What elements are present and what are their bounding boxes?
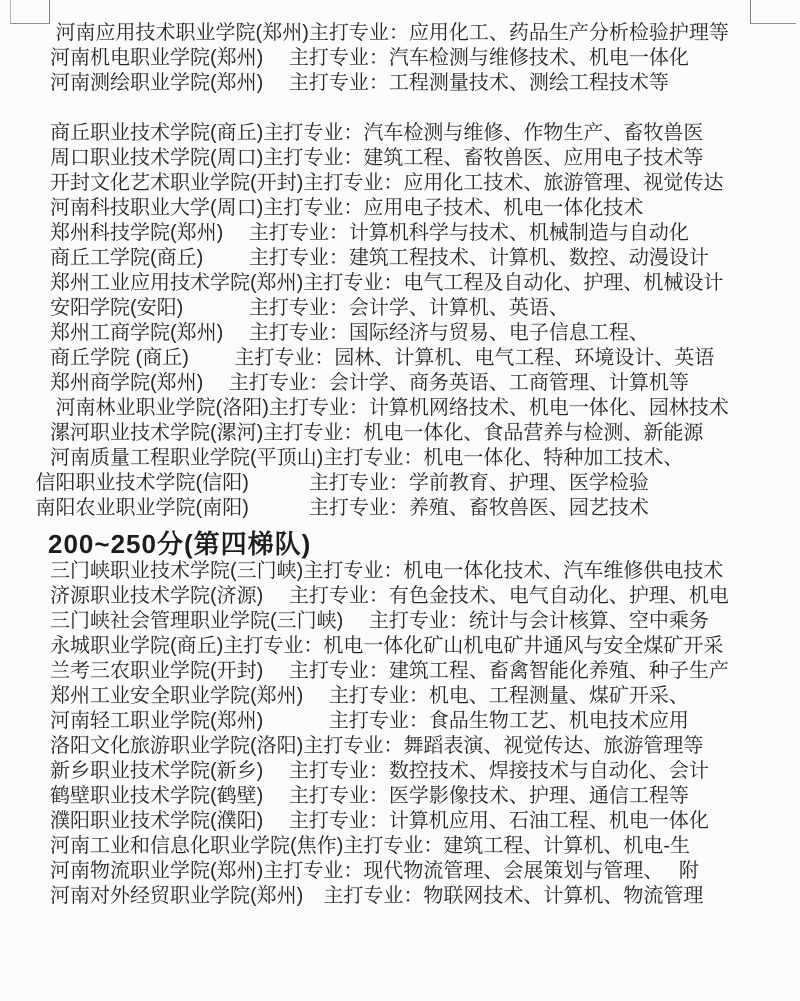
list-item: 漯河职业技术学院(漯河)主打专业：机电一体化、食品营养与检测、新能源 — [30, 422, 704, 444]
list-item: 兰考三农职业学院(开封) 主打专业：建筑工程、畜禽智能化养殖、种子生产 — [30, 660, 729, 682]
list-item: 永城职业学院(商丘)主打专业：机电一体化矿山机电矿井通风与安全煤矿开采 — [30, 635, 724, 657]
list-item: 濮阳职业技术学院(濮阳) 主打专业：计算机应用、石油工程、机电一体化 — [30, 810, 709, 832]
list-item: 周口职业技术学院(周口)主打专业：建筑工程、畜牧兽医、应用电子技术等 — [30, 147, 704, 169]
list-item: 河南科技职业大学(周口)主打专业：应用电子技术、机电一体化技术 — [30, 197, 644, 219]
list-item: 洛阳文化旅游职业学院(洛阳)主打专业：舞蹈表演、视觉传达、旅游管理等 — [30, 735, 704, 757]
list-item: 济源职业技术学院(济源) 主打专业：有色金技术、电气自动化、护理、机电 — [30, 585, 729, 607]
list-item: 郑州工业安全职业学院(郑州) 主打专业：机电、工程测量、煤矿开采、 — [30, 685, 689, 707]
list-item: 郑州工业应用技术学院(郑州)主打专业：电气工程及自动化、护理、机械设计 — [30, 272, 724, 294]
list-item: 信阳职业技术学院(信阳) 主打专业：学前教育、护理、医学检验 — [30, 472, 649, 494]
tier4-section — [30, 559, 800, 909]
list-item: 新乡职业技术学院(新乡) 主打专业：数控技术、焊接技术与自动化、会计 — [30, 760, 709, 782]
tier3-section — [30, 21, 800, 521]
list-item: 河南质量工程职业学院(平顶山)主打专业：机电一体化、特种加工技术、 — [30, 447, 684, 469]
list-item: 河南机电职业学院(郑州) 主打专业：汽车检测与维修技术、机电一体化 — [30, 47, 689, 69]
list-item: 郑州商学院(郑州) 主打专业：会计学、商务英语、工商管理、计算机等 — [30, 372, 689, 394]
tier4-heading: 200~250分(第四梯队) — [48, 529, 312, 559]
list-item: 河南林业职业学院(洛阳)主打专业：计算机网络技术、机电一体化、园林技术 — [30, 397, 729, 419]
list-item: 河南测绘职业学院(郑州) 主打专业：工程测量技术、测绘工程技术等 — [30, 72, 669, 94]
list-item: 南阳农业职业学院(南阳) 主打专业：养殖、畜牧兽医、园艺技术 — [30, 497, 649, 519]
list-item: 郑州科技学院(郑州) 主打专业：计算机科学与技术、机械制造与自动化 — [30, 222, 689, 244]
paragraph-gap — [30, 96, 800, 121]
list-item: 河南应用技术职业学院(郑州)主打专业：应用化工、药品生产分析检验护理等 — [30, 22, 729, 44]
list-item: 三门峡职业技术学院(三门峡)主打专业：机电一体化技术、汽车维修供电技术 — [30, 560, 724, 582]
list-item: 安阳学院(安阳) 主打专业：会计学、计算机、英语、 — [30, 297, 569, 319]
list-item: 河南物流职业学院(郑州)主打专业：现代物流管理、会展策划与管理、 附 — [30, 860, 699, 882]
list-item: 开封文化艺术职业学院(开封)主打专业：应用化工技术、旅游管理、视觉传达 — [30, 172, 724, 194]
list-item: 河南对外经贸职业学院(郑州) 主打专业：物联网技术、计算机、物流管理 — [30, 885, 704, 907]
list-item: 商丘职业技术学院(商丘)主打专业：汽车检测与维修、作物生产、畜牧兽医 — [30, 122, 704, 144]
list-item: 郑州工商学院(郑州) 主打专业：国际经济与贸易、电子信息工程、 — [30, 322, 649, 344]
list-item: 商丘学院 (商丘) 主打专业：园林、计算机、电气工程、环境设计、英语 — [30, 347, 715, 369]
list-item: 三门峡社会管理职业学院(三门峡) 主打专业：统计与会计核算、空中乘务 — [30, 610, 709, 632]
list-item: 河南工业和信息化职业学院(焦作)主打专业：建筑工程、计算机、机电-生 — [30, 835, 690, 857]
list-item: 河南轻工职业学院(郑州) 主打专业：食品生物工艺、机电技术应用 — [30, 710, 689, 732]
list-item: 鹤壁职业技术学院(鹤壁) 主打专业：医学影像技术、护理、通信工程等 — [30, 785, 689, 807]
list-item: 商丘工学院(商丘) 主打专业：建筑工程技术、计算机、数控、动漫设计 — [30, 247, 709, 269]
